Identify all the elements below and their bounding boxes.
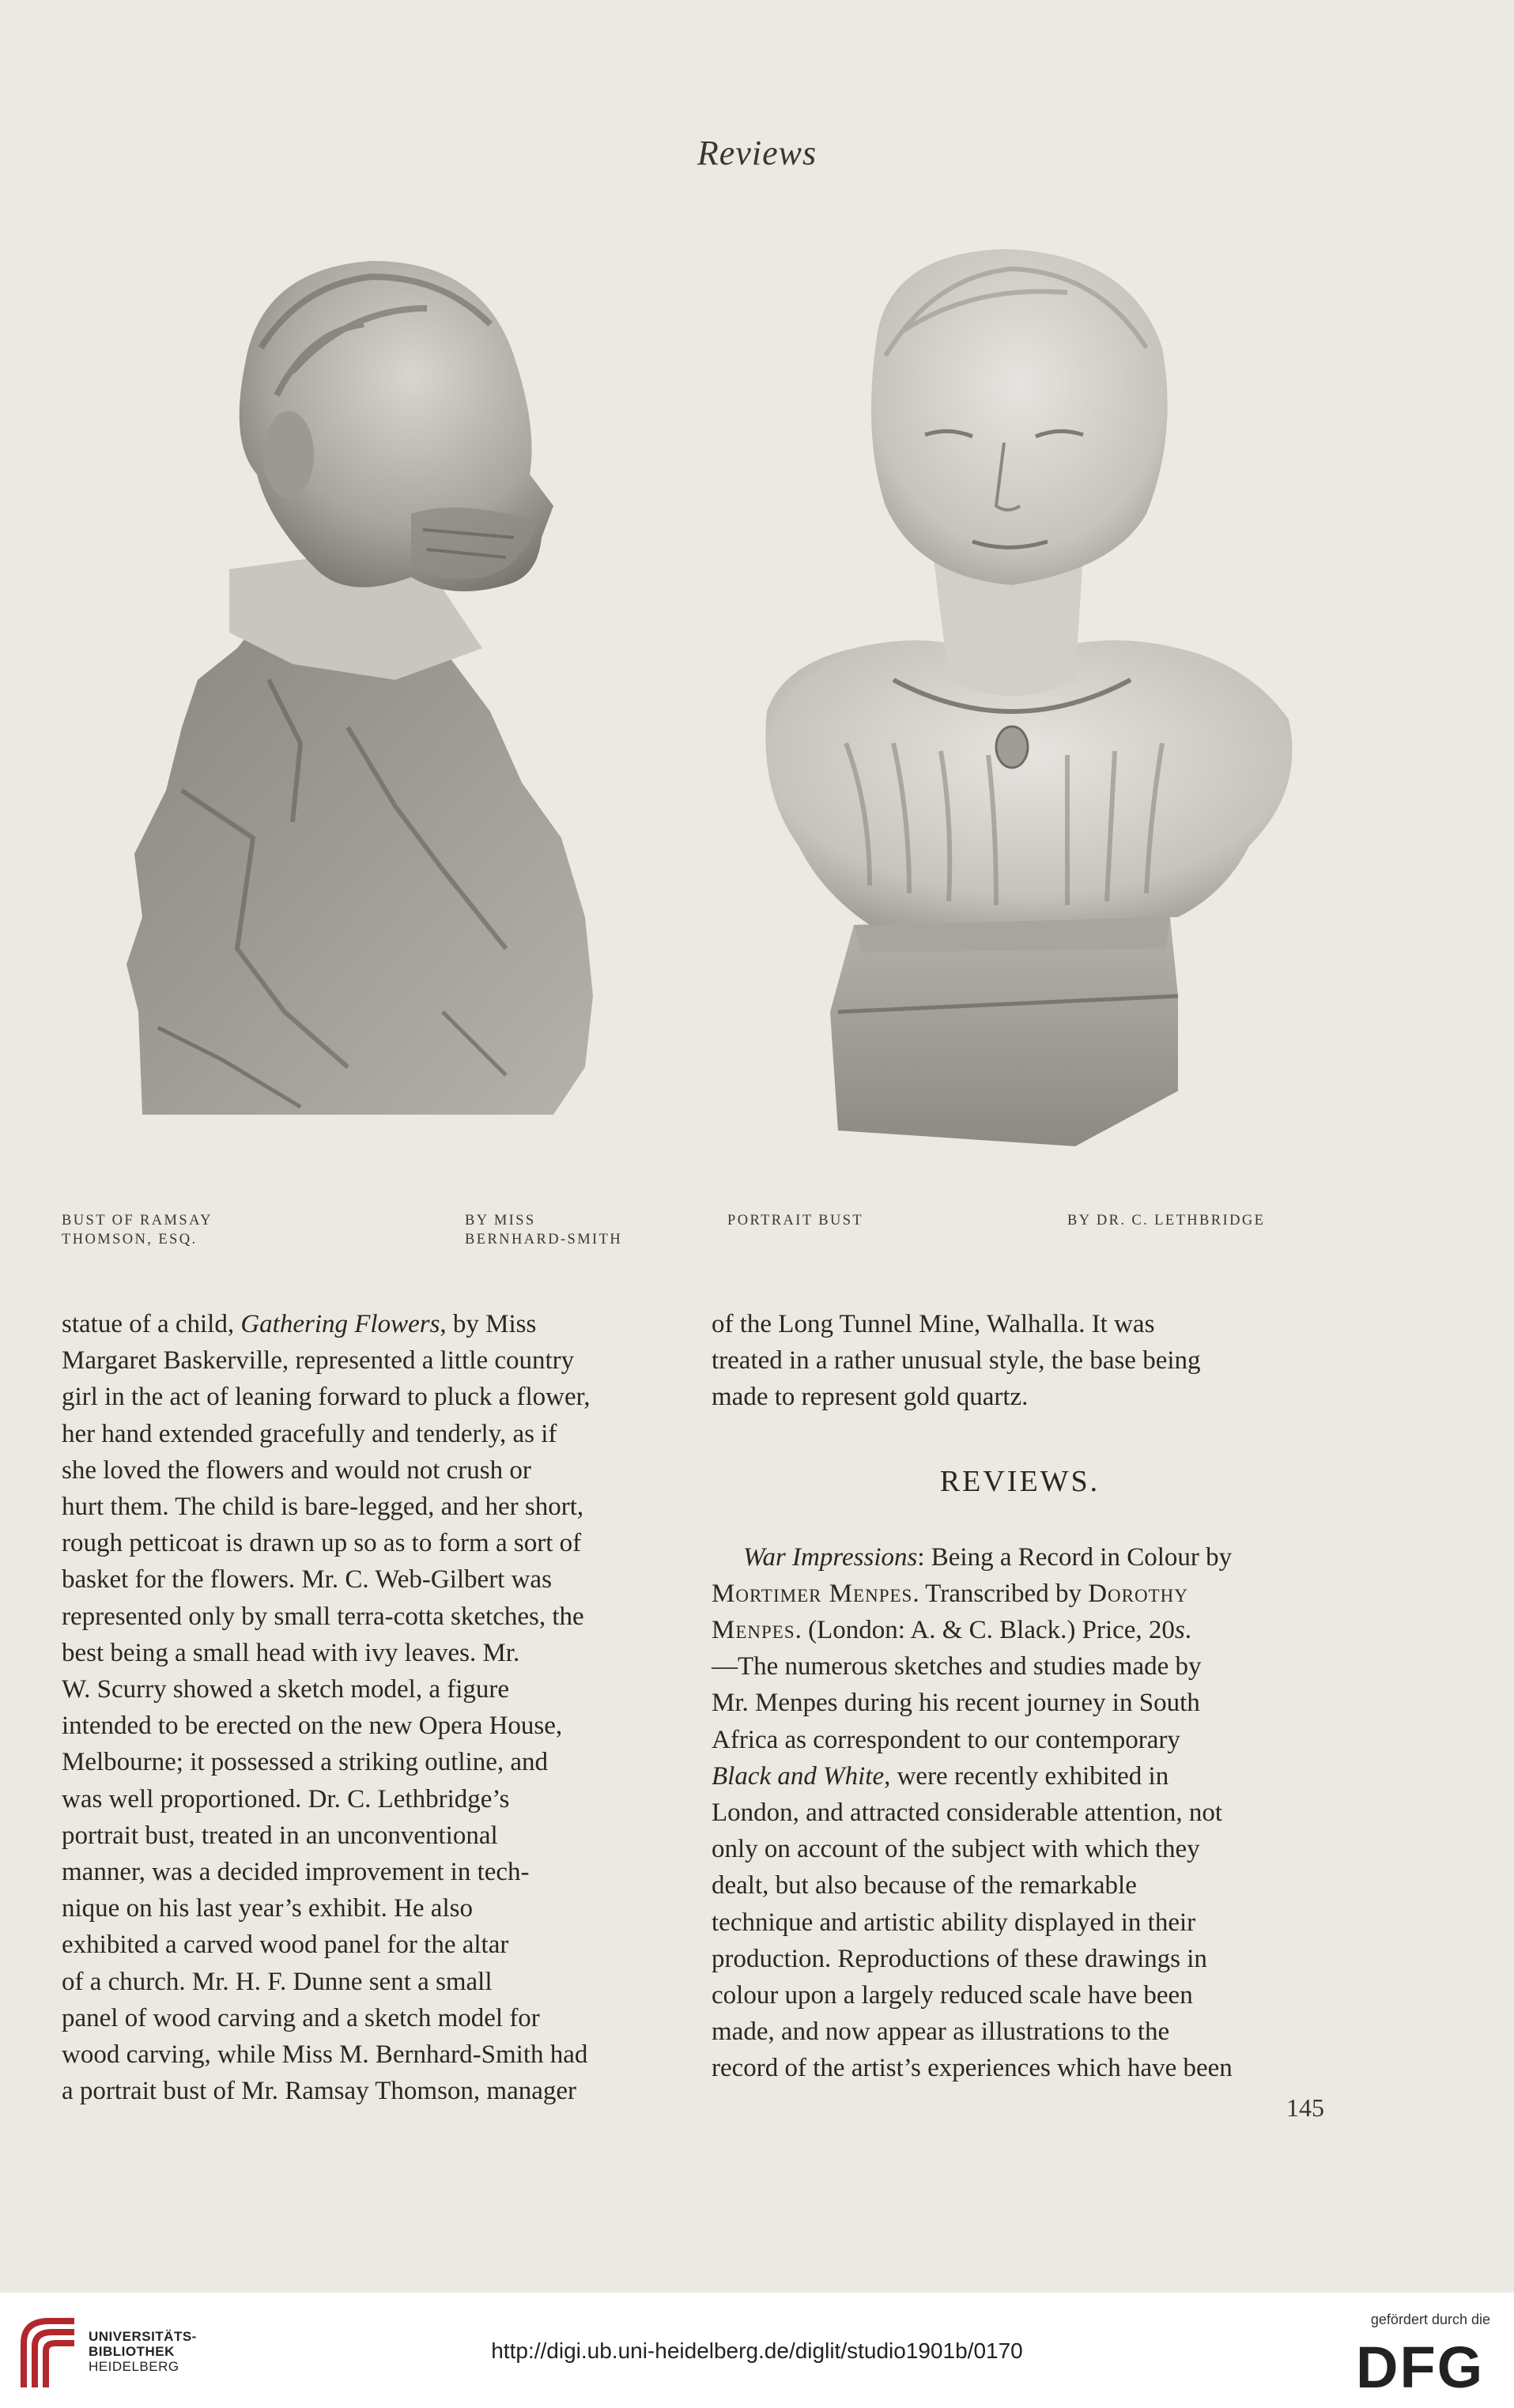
text-line: portrait bust, treated in an unconventional bbox=[62, 1821, 498, 1850]
left-column bbox=[62, 1306, 678, 2109]
text-line: record of the artist’s experiences which have been bbox=[712, 2054, 1233, 2083]
text-line: her hand extended gracefully and tenderly, as if bbox=[62, 1419, 557, 1448]
caption-line: BERNHARD-SMITH bbox=[465, 1232, 623, 1247]
digitization-footer bbox=[0, 2293, 1514, 2408]
text-line: Melbourne; it possessed a striking outline, and bbox=[62, 1748, 548, 1777]
text-line: manner, was a decided improvement in tech- bbox=[62, 1858, 530, 1887]
text-line: rough petticoat is drawn up so as to form a sort of bbox=[62, 1529, 582, 1558]
dfg-logo-icon bbox=[1356, 2334, 1490, 2397]
text-line: Africa as correspondent to our contemporary bbox=[712, 1725, 1180, 1754]
text-line: made to represent gold quartz. bbox=[712, 1383, 1029, 1412]
text-line: Mr. Menpes during his recent journey in South bbox=[712, 1689, 1200, 1718]
text-line: London, and attracted considerable attention, not bbox=[712, 1798, 1223, 1828]
text-line: represented only by small terra-cotta sketches, the bbox=[62, 1602, 584, 1631]
text-line: was well proportioned. Dr. C. Lethbridge’s bbox=[62, 1784, 510, 1814]
text-line: exhibited a carved wood panel for the altar bbox=[62, 1931, 509, 1960]
text-line: only on account of the subject with which they bbox=[712, 1835, 1200, 1864]
funding-note: gefördert durch die bbox=[1370, 2312, 1490, 2327]
text-line: statue of a child, Gathering Flowers, by Miss bbox=[62, 1310, 537, 1338]
text-line: of a church. Mr. H. F. Dunne sent a small bbox=[62, 1967, 493, 1996]
bust-right-image bbox=[735, 237, 1312, 1146]
text-line: intended to be erected on the new Opera House, bbox=[62, 1712, 563, 1741]
text-line: best being a small head with ivy leaves. Mr. bbox=[62, 1638, 520, 1667]
text-line: made, and now appear as illustrations to the bbox=[712, 2017, 1170, 2047]
text-line: basket for the flowers. Mr. C. Web-Gilbert was bbox=[62, 1565, 552, 1595]
caption-right-title: PORTRAIT BUST bbox=[727, 1213, 864, 1229]
text-line: girl in the act of leaning forward to pluck a flower, bbox=[62, 1383, 591, 1412]
library-name: UNIVERSITÄTS- BIBLIOTHEK HEIDELBERG bbox=[89, 2329, 197, 2374]
section-title-reviews: REVIEWS. bbox=[939, 1464, 1101, 1498]
text-line: —The numerous sketches and studies made by bbox=[712, 1652, 1202, 1681]
text-line: panel of wood carving and a sketch model for bbox=[62, 2003, 540, 2032]
text-line: technique and artistic ability displayed in their bbox=[712, 1908, 1196, 1937]
text-line: of the Long Tunnel Mine, Walhalla. It was bbox=[712, 1310, 1155, 1338]
bust-left-image bbox=[111, 237, 625, 1146]
review-heading-line: Menpes. (London: A. & C. Black.) Price, 20s. bbox=[712, 1616, 1192, 1645]
text-line: a portrait bust of Mr. Ramsay Thomson, manager bbox=[62, 2077, 577, 2106]
right-column bbox=[712, 1306, 1328, 2087]
text-line: W. Scurry showed a sketch model, a figure bbox=[62, 1675, 510, 1704]
periodical-title: Black and White bbox=[712, 1761, 885, 1791]
text-line: hurt them. The child is bare-legged, and her short, bbox=[62, 1493, 584, 1522]
caption-left-artist bbox=[465, 1211, 622, 1249]
portrait-bust-photo bbox=[735, 237, 1312, 1146]
text-line: Black and White, were recently exhibited in bbox=[712, 1761, 1169, 1791]
text-line: production. Reproductions of these drawings in bbox=[712, 1944, 1207, 1973]
text-line: nique on his last year’s exhibit. He also bbox=[62, 1894, 473, 1923]
text-line: wood carving, while Miss M. Bernhard-Smith had bbox=[62, 2040, 588, 2070]
text-line: she loved the flowers and would not crush or bbox=[62, 1455, 531, 1485]
permalink-url[interactable]: http://digi.ub.uni-heidelberg.de/diglit/studio1901b/0170 bbox=[491, 2338, 1023, 2363]
book-title: War Impressions bbox=[743, 1542, 918, 1572]
svg-text:DFG: DFG bbox=[1356, 2334, 1485, 2397]
text-line: Margaret Baskerville, represented a little country bbox=[62, 1346, 575, 1376]
text-line: colour upon a largely reduced scale have been bbox=[712, 1981, 1193, 2010]
running-head: Reviews bbox=[697, 134, 817, 172]
caption-line: THOMSON, ESQ. bbox=[62, 1232, 198, 1247]
text-line: dealt, but also because of the remarkable bbox=[712, 1871, 1137, 1900]
caption-line: BY MISS bbox=[465, 1213, 536, 1229]
bust-of-ramsay-thomson-photo bbox=[111, 237, 625, 1146]
text-line: treated in a rather unusual style, the base being bbox=[712, 1346, 1201, 1376]
page-number: 145 bbox=[1286, 2093, 1324, 2122]
author-name: Mortimer Menpes bbox=[712, 1579, 913, 1608]
review-heading-line: Mortimer Menpes. Transcribed by Dorothy bbox=[712, 1579, 1188, 1608]
review-heading-line: War Impressions: Being a Record in Colour by bbox=[743, 1542, 1233, 1572]
caption-line: BUST OF RAMSAY bbox=[62, 1213, 213, 1229]
caption-left-title bbox=[62, 1211, 213, 1249]
caption-right-artist: BY DR. C. LETHBRIDGE bbox=[1067, 1213, 1266, 1229]
